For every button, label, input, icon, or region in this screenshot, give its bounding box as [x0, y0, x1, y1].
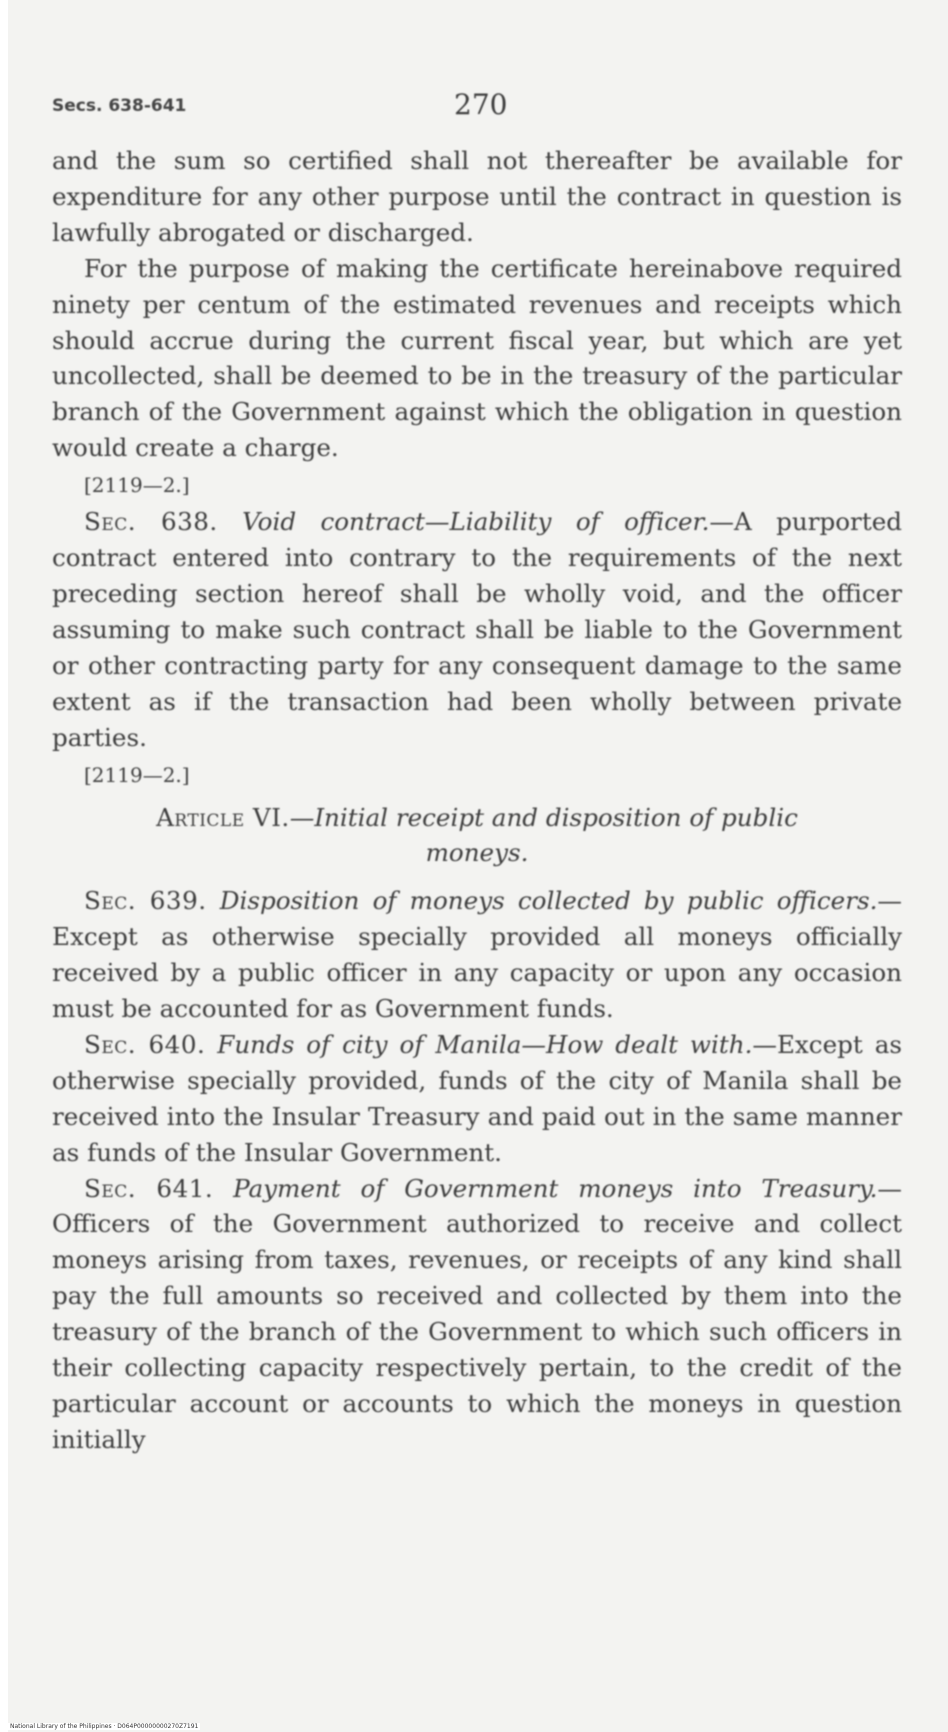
section-638	[52, 504, 902, 755]
section-title: Disposition of moneys collected by public officers.	[219, 886, 878, 916]
page-number: 270	[454, 88, 508, 121]
section-640	[52, 1027, 902, 1171]
page-header	[48, 88, 908, 128]
section-text: —A purported contract entered into contrary to the requirements of the next preceding section hereof shall be wholly void, and the officer assuming to make such contract shall be liable to the Government or other contracting party for any consequent damage to the same extent as if the transaction had been wholly between private parties.	[52, 507, 902, 752]
section-title: Payment of Government moneys into Treasury.	[233, 1173, 878, 1203]
section-label: Sec. 641.	[84, 1173, 214, 1203]
section-641	[52, 1171, 902, 1458]
section-639	[52, 883, 902, 1027]
paragraph-certificate: For the purpose of making the certificate hereinabove required ninety per centum of the estimated revenues and receipts which should accrue during the current fiscal year, but which are yet uncollected, shall be deemed to be in the treasury of the particular branch of the Government against which the obligation in question would create a charge.	[52, 253, 902, 463]
citation-ref: [2119—2.]	[84, 762, 190, 787]
section-range: Secs. 638-641	[52, 96, 187, 116]
citation-ref: [2119—2.]	[84, 473, 190, 498]
section-label: Sec. 640.	[84, 1029, 206, 1059]
section-label: Sec. 639.	[84, 886, 207, 916]
article-label: Article VI.	[156, 802, 290, 832]
section-text: —Except as otherwise specially provided all moneys officially received by a public officer in any capacity or upon any occasion must be accounted for as Government funds.	[52, 886, 902, 1024]
article-heading	[52, 800, 902, 872]
section-text: —Officers of the Government authorized to receive and collect moneys arising from taxes, revenues, or receipts of any kind shall pay the full amounts so received and collected by them into the treasury of the branch of the Government to which such officers in their collecting capacity respectively pertain, to the credit of the particular account or accounts to which the moneys in question initially	[52, 1173, 902, 1454]
section-title: Void contract—Liability of officer.	[242, 507, 710, 537]
section-title: Funds of city of Manila—How dealt with.	[217, 1029, 753, 1059]
section-text: —Except as otherwise specially provided, funds of the city of Manila shall be received into the Insular Treasury and paid out in the same manner as funds of the Insular Government.	[52, 1029, 902, 1167]
page-body	[52, 143, 902, 1458]
scan-footer: National Library of the Philippines · D064P00000000270Z7191	[10, 1723, 199, 1730]
paragraph-continuation: and the sum so certified shall not thereafter be available for expenditure for any other purpose until the contract in question is lawfully abrogated or discharged.	[52, 146, 902, 247]
section-label: Sec. 638.	[84, 507, 218, 537]
article-title: —Initial receipt and disposition of public moneys.	[289, 802, 798, 868]
